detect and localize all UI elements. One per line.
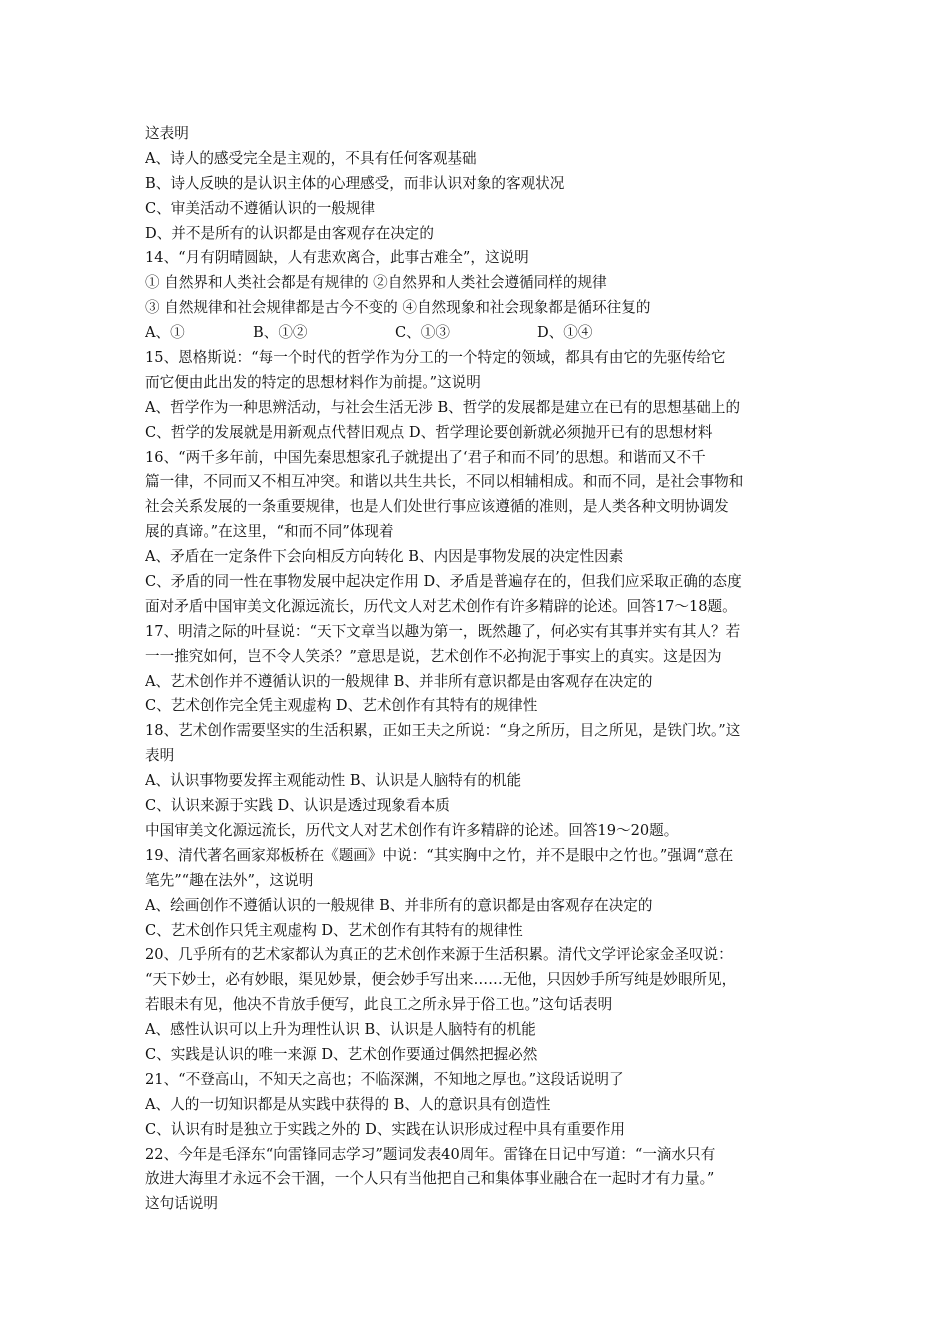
option-line: C、艺术创作只凭主观虚构 D、艺术创作有其特有的规律性 — [145, 921, 523, 939]
option-line: A、人的一切知识都是从实践中获得的 B、人的意识具有创造性 — [145, 1095, 551, 1113]
option-line: B、诗人反映的是认识主体的心理感受，而非认识对象的客观状况 — [145, 174, 565, 192]
option-line: A、认识事物要发挥主观能动性 B、认识是人脑特有的机能 — [145, 772, 522, 790]
text-line: 篇一律，不同而又不相互冲突。和谐以共生共长，不同以相辅相成。和而不同，是社会事物和 — [145, 473, 744, 491]
text-line: 面对矛盾中国审美文化源远流长，历代文人对艺术创作有许多精辟的论述。回答17～18题。 — [145, 597, 737, 615]
document-page — [145, 122, 815, 1217]
text-line: 一一推究如何，岂不令人笑杀？”意思是说，艺术创作不必拘泥于事实上的真实。这是因为 — [145, 647, 722, 665]
question-20: 20、几乎所有的艺术家都认为真正的艺术创作来源于生活积累。清代文学评论家金圣叹说： — [145, 946, 733, 964]
option-line: C、认识有时是独立于实践之外的 D、实践在认识形成过程中具有重要作用 — [145, 1120, 625, 1138]
option-line: A、诗人的感受完全是主观的，不具有任何客观基础 — [145, 149, 477, 167]
text-line: 笔先”“趣在法外”，这说明 — [145, 871, 314, 889]
text-line: 展的真谛。”在这里，“和而不同”体现着 — [145, 523, 394, 541]
option-line: C、审美活动不遵循认识的一般规律 — [145, 199, 376, 217]
text-line: 这表明 — [145, 125, 189, 142]
text-line: 而它便由此出发的特定的思想材料作为前提。”这说明 — [145, 373, 481, 391]
q14-option-c: C、①③ — [395, 324, 450, 342]
question-17: 17、明清之际的叶昼说：“天下文章当以趣为第一，既然趣了，何必实有其事并实有其人？若 — [145, 622, 741, 640]
option-line: D、并不是所有的认识都是由客观存在决定的 — [145, 224, 434, 242]
q14-options — [145, 321, 815, 346]
question-19: 19、清代著名画家郑板桥在《题画》中说：“其实胸中之竹，并不是眼中之竹也。”强调“意在 — [145, 846, 734, 864]
option-line: C、矛盾的同一性在事物发展中起决定作用 D、矛盾是普遍存在的，但我们应采取正确的态度 — [145, 573, 742, 591]
question-21: 21、“不登高山，不知天之高也；不临深渊，不知地之厚也。”这段话说明了 — [145, 1070, 624, 1088]
q14-option-a: A、① — [145, 324, 185, 342]
text-line: 社会关系发展的一条重要规律，也是人们处世行事应该遵循的准则，是人类各种文明协调发 — [145, 498, 729, 516]
option-line: A、艺术创作并不遵循认识的一般规律 B、并非所有意识都是由客观存在决定的 — [145, 672, 653, 690]
option-line: C、认识来源于实践 D、认识是透过现象看本质 — [145, 797, 450, 815]
text-line: “天下妙士，必有妙眼，渠见妙景，便会妙手写出来……无他，只因妙手所写纯是妙眼所见， — [145, 971, 737, 989]
statement-line: ① 自然界和人类社会都是有规律的 ②自然界和人类社会遵循同样的规律 — [145, 274, 607, 292]
text-line: 若眼未有见，他决不肯放手便写，此良工之所永异于俗工也。”这句话表明 — [145, 996, 613, 1014]
option-line: A、哲学作为一种思辨活动，与社会生活无涉 B、哲学的发展都是建立在已有的思想基础上的 — [145, 398, 741, 416]
q14-option-b: B、①② — [253, 324, 308, 342]
text-line: 表明 — [145, 747, 175, 765]
question-18: 18、艺术创作需要坚实的生活积累，正如王夫之所说：“身之所历，目之所见，是铁门坎。”这 — [145, 722, 741, 740]
option-line: C、哲学的发展就是用新观点代替旧观点 D、哲学理论要创新就必须抛开已有的思想材料 — [145, 423, 713, 441]
option-line: C、艺术创作完全凭主观虚构 D、艺术创作有其特有的规律性 — [145, 697, 538, 715]
option-line: A、绘画创作不遵循认识的一般规律 B、并非所有的意识都是由客观存在决定的 — [145, 896, 653, 914]
question-15: 15、恩格斯说：“每一个时代的哲学作为分工的一个特定的领域，都具有由它的先驱传给它 — [145, 349, 726, 367]
option-line: C、实践是认识的唯一来源 D、艺术创作要通过偶然把握必然 — [145, 1045, 538, 1063]
text-line: 这句话说明 — [145, 1195, 218, 1213]
question-14: 14、“月有阴晴圆缺，人有悲欢离合，此事古难全”，这说明 — [145, 249, 529, 267]
text-line: 放进大海里才永远不会干涸，一个人只有当他把自己和集体事业融合在一起时才有力量。” — [145, 1170, 715, 1188]
section-intro: 中国审美文化源远流长，历代文人对艺术创作有许多精辟的论述。回答19～20题。 — [145, 821, 679, 839]
statement-line: ③ 自然规律和社会规律都是古今不变的 ④自然现象和社会现象都是循环往复的 — [145, 299, 651, 317]
question-22: 22、今年是毛泽东“向雷锋同志学习”题词发表40周年。雷锋在日记中写道：“一滴水只有 — [145, 1145, 716, 1163]
option-line: A、感性认识可以上升为理性认识 B、认识是人脑特有的机能 — [145, 1021, 536, 1039]
q14-option-d: D、①④ — [537, 324, 593, 342]
option-line: A、矛盾在一定条件下会向相反方向转化 B、内因是事物发展的决定性因素 — [145, 548, 624, 566]
question-16: 16、“两千多年前，中国先秦思想家孔子就提出了‘君子和而不同’的思想。和谐而又不千 — [145, 448, 706, 466]
